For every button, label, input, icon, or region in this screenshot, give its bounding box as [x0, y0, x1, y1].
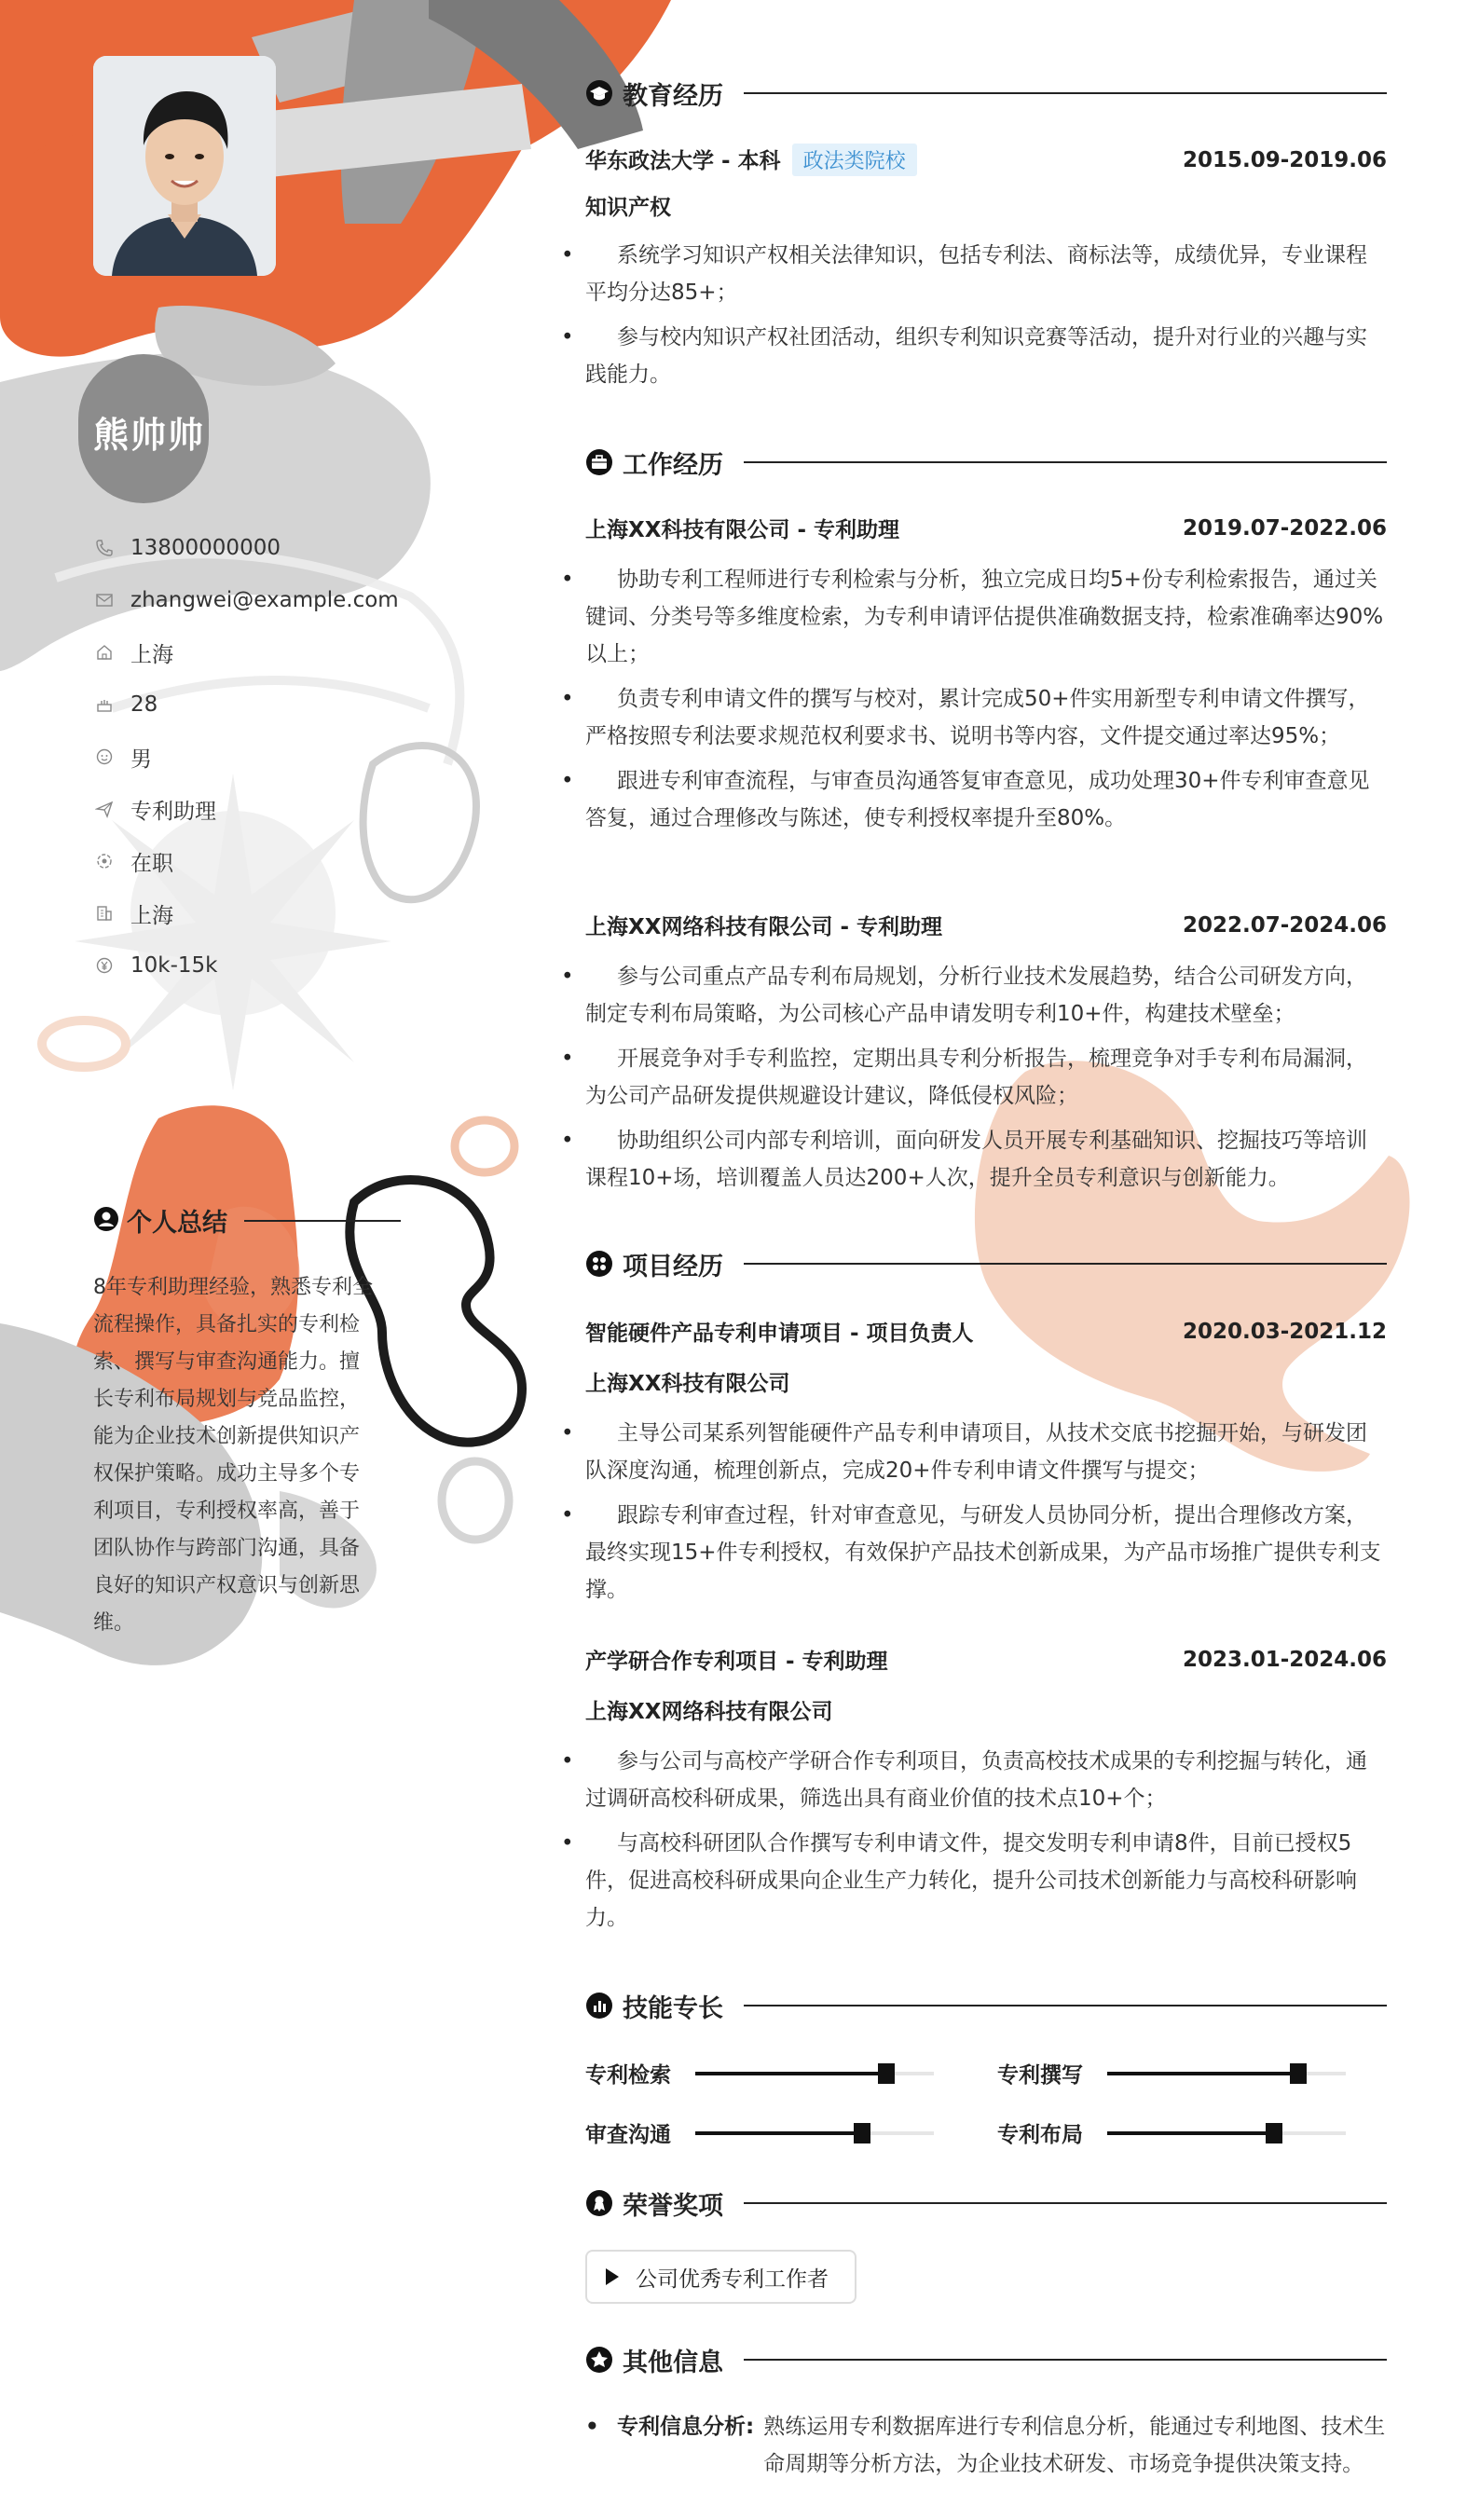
job-2-title: 上海XX网络科技有限公司 - 专利助理 [585, 915, 943, 939]
left-column [0, 0, 522, 2520]
job-1-header [585, 513, 1387, 543]
list-item: • 参与公司重点产品专利布局规划，分析行业技术发展趋势，结合公司研发方向，制定专利布局策略，为公司核心产品申请发明专利10+件，构建技术壁垒； [585, 958, 1387, 1033]
award-badge [585, 2250, 856, 2304]
skill-item [585, 2117, 934, 2148]
list-item: • 跟进专利审查流程，与审查员沟通答复审查意见，成功处理30+件专利审查意见答复，通过合理修改与陈述，使专利授权率提升至80%。 [585, 762, 1387, 837]
education-date: 2015.09-2019.06 [1182, 147, 1387, 172]
job-2-date: 2022.07-2024.06 [1182, 912, 1387, 938]
school-name: 华东政法大学 - 本科 [585, 149, 781, 173]
project-2-title: 产学研合作专利项目 - 专利助理 [585, 1650, 888, 1674]
list-item: • 系统学习知识产权相关法律知识，包括专利法、商标法等，成绩优异，专业课程平均分达85+； [585, 237, 1387, 311]
send-icon [93, 798, 116, 820]
skill-name: 专利布局 [997, 2123, 1083, 2147]
project-grid-icon [585, 1250, 613, 1278]
yen-icon [93, 954, 116, 977]
list-item: • 参与校内知识产权社团活动，组织专利知识竞赛等活动，提升对行业的兴趣与实践能力。 [585, 319, 1387, 393]
summary-title: 个人总结 [127, 1209, 227, 1238]
education-divider [744, 92, 1387, 94]
gender-text: 男 [130, 746, 152, 772]
project-1-title: 智能硬件产品专利申请项目 - 项目负责人 [585, 1322, 974, 1346]
projects-title: 项目经历 [623, 1252, 723, 1281]
skill-knob [878, 2063, 895, 2084]
contact-info-list [93, 522, 485, 992]
job-1-date: 2019.07-2022.06 [1182, 515, 1387, 541]
skill-name: 专利检索 [585, 2063, 671, 2088]
skill-name: 专利撰写 [997, 2063, 1083, 2088]
project-2-header [585, 1644, 1387, 1675]
summary-divider [244, 1220, 401, 1222]
honors-divider [744, 2202, 1387, 2204]
salary-text: 10k-15k [130, 953, 218, 978]
phone-text: 13800000000 [130, 536, 281, 560]
list-item: • 参与公司与高校产学研合作专利项目，负责高校技术成果的专利挖掘与转化，通过调研高校科研成果，筛选出具有商业价值的技术点10+个； [585, 1743, 1387, 1817]
skills-title: 技能专长 [623, 1993, 723, 2023]
skill-bar [695, 2131, 934, 2135]
skill-name: 审查沟通 [585, 2123, 671, 2147]
other-info-value: 熟练运用专利数据库进行专利信息分析，能通过专利地图、技术生命周期等分析方法，为企业技术研发、市场竞争提供决策支持。 [763, 2415, 1386, 2476]
building-icon [93, 902, 116, 924]
education-title: 教育经历 [623, 81, 723, 111]
other-info-item [585, 2408, 1387, 2483]
skill-bar [1107, 2072, 1346, 2075]
info-row-position [93, 783, 485, 835]
project-1-bullets [585, 1415, 1387, 1616]
list-item: • 协助专利工程师进行专利检索与分析，独立完成日均5+份专利检索报告，通过关键词、分类号等多维度检索，为专利申请评估提供准确数据支持，检索准确率达90%以上； [585, 561, 1387, 673]
status-icon [93, 850, 116, 872]
info-row-email [93, 574, 485, 626]
skill-fill [695, 2072, 886, 2075]
summary-text: 8年专利助理经验，熟悉专利全 流程操作，具备扎实的专利检 索、撰写与审查沟通能力。擅 长专利布局规划与竞品监控， 能为企业技术创新提供知识产 权保护策略。成功主导多个专 利项目，专利授权率高，善于 团队协作与跨部门沟通，具备 良好的知识产权意识与创新思 维。 [93, 1276, 373, 1635]
skill-knob [854, 2123, 870, 2143]
list-item: • 跟踪专利审查过程，针对审查意见，与研发人员协同分析，提出合理修改方案，最终实现15+件专利授权，有效保护产品技术创新成果，为产品市场推广提供专利支撑。 [585, 1497, 1387, 1609]
honors-section-header [585, 2183, 1387, 2224]
skills-divider [744, 2005, 1387, 2006]
project-1-company: 上海XX科技有限公司 [585, 1372, 790, 1396]
info-row-gender [93, 731, 485, 783]
email-text: zhangwei@example.com [130, 588, 399, 612]
home-icon [93, 641, 116, 664]
project-2-bullets [585, 1743, 1387, 1944]
work-city-text: 上海 [130, 903, 173, 928]
project-2-company: 上海XX网络科技有限公司 [585, 1700, 833, 1724]
projects-section-header [585, 1243, 1387, 1284]
summary-section-header [93, 1202, 401, 1239]
skill-fill [1107, 2072, 1298, 2075]
other-title: 其他信息 [623, 2348, 723, 2377]
info-row-status [93, 835, 485, 887]
phone-icon [93, 537, 116, 559]
job-1-title: 上海XX科技有限公司 - 专利助理 [585, 518, 900, 542]
age-text: 28 [130, 692, 158, 717]
play-icon [606, 2268, 619, 2285]
info-row-salary [93, 939, 485, 992]
cake-icon [93, 693, 116, 716]
info-row-phone [93, 522, 485, 574]
candidate-name: 熊帅帅 [93, 415, 206, 456]
other-info-icon [585, 2346, 613, 2374]
list-item: • 主导公司某系列智能硬件产品专利申请项目，从技术交底书挖掘开始，与研发团队深度沟通，梳理创新点，完成20+件专利申请文件撰写与提交； [585, 1415, 1387, 1489]
job-2-bullets [585, 958, 1387, 1204]
position-text: 专利助理 [130, 799, 216, 824]
info-row-home [93, 626, 485, 678]
info-row-work-city [93, 887, 485, 939]
skill-item [997, 2117, 1346, 2148]
school-tag: 政法类院校 [792, 144, 917, 176]
job-1-bullets [585, 561, 1387, 844]
skill-fill [1107, 2131, 1274, 2135]
list-item: • 与高校科研团队合作撰写专利申请文件，提交发明专利申请8件，目前已授权5件，促进高校科研成果向企业生产力转化，提升公司技术创新能力与高校科研影响力。 [585, 1825, 1387, 1937]
info-row-age [93, 678, 485, 731]
home-city-text: 上海 [130, 642, 173, 667]
award-icon [585, 2189, 613, 2217]
skill-knob [1266, 2123, 1282, 2143]
skill-knob [1290, 2063, 1307, 2084]
other-section-header [585, 2339, 1387, 2380]
project-1-header [585, 1316, 1387, 1347]
skill-item [997, 2058, 1346, 2089]
profile-photo [93, 56, 276, 276]
status-text: 在职 [130, 851, 173, 876]
other-info-label: • 专利信息分析: [585, 2408, 754, 2483]
work-section-header [585, 442, 1387, 483]
list-item: • 开展竞争对手专利监控，定期出具专利分析报告，梳理竞争对手专利布局漏洞，为公司产品研发提供规避设计建议，降低侵权风险； [585, 1040, 1387, 1115]
other-divider [744, 2359, 1387, 2361]
graduation-cap-icon [585, 79, 613, 107]
list-item: • 负责专利申请文件的撰写与校对，累计完成50+件实用新型专利申请文件撰写，严格按照专利法要求规范权利要求书、说明书等内容，文件提交通过率达95%； [585, 680, 1387, 755]
honors-title: 荣誉奖项 [623, 2191, 723, 2221]
education-bullets [585, 237, 1387, 401]
education-section-header [585, 73, 1387, 114]
work-divider [744, 461, 1387, 463]
education-major: 知识产权 [585, 196, 671, 220]
skill-fill [695, 2131, 862, 2135]
education-entry-header [585, 144, 1387, 176]
face-icon [93, 746, 116, 768]
work-title: 工作经历 [623, 450, 723, 480]
award-text: 公司优秀专利工作者 [636, 2267, 829, 2292]
project-2-date: 2023.01-2024.06 [1182, 1647, 1387, 1672]
skills-section-header [585, 1985, 1387, 2026]
job-2-header [585, 910, 1387, 940]
user-circle-icon [93, 1206, 119, 1236]
briefcase-icon [585, 448, 613, 476]
bar-chart-icon [585, 1992, 613, 2020]
projects-divider [744, 1263, 1387, 1265]
mail-icon [93, 589, 116, 611]
skill-bar [695, 2072, 934, 2075]
project-1-date: 2020.03-2021.12 [1182, 1319, 1387, 1344]
list-item: • 协助组织公司内部专利培训，面向研发人员开展专利基础知识、挖掘技巧等培训课程10+场，培训覆盖人员达200+人次，提升全员专利意识与创新能力。 [585, 1122, 1387, 1197]
skill-bar [1107, 2131, 1346, 2135]
skill-item [585, 2058, 934, 2089]
